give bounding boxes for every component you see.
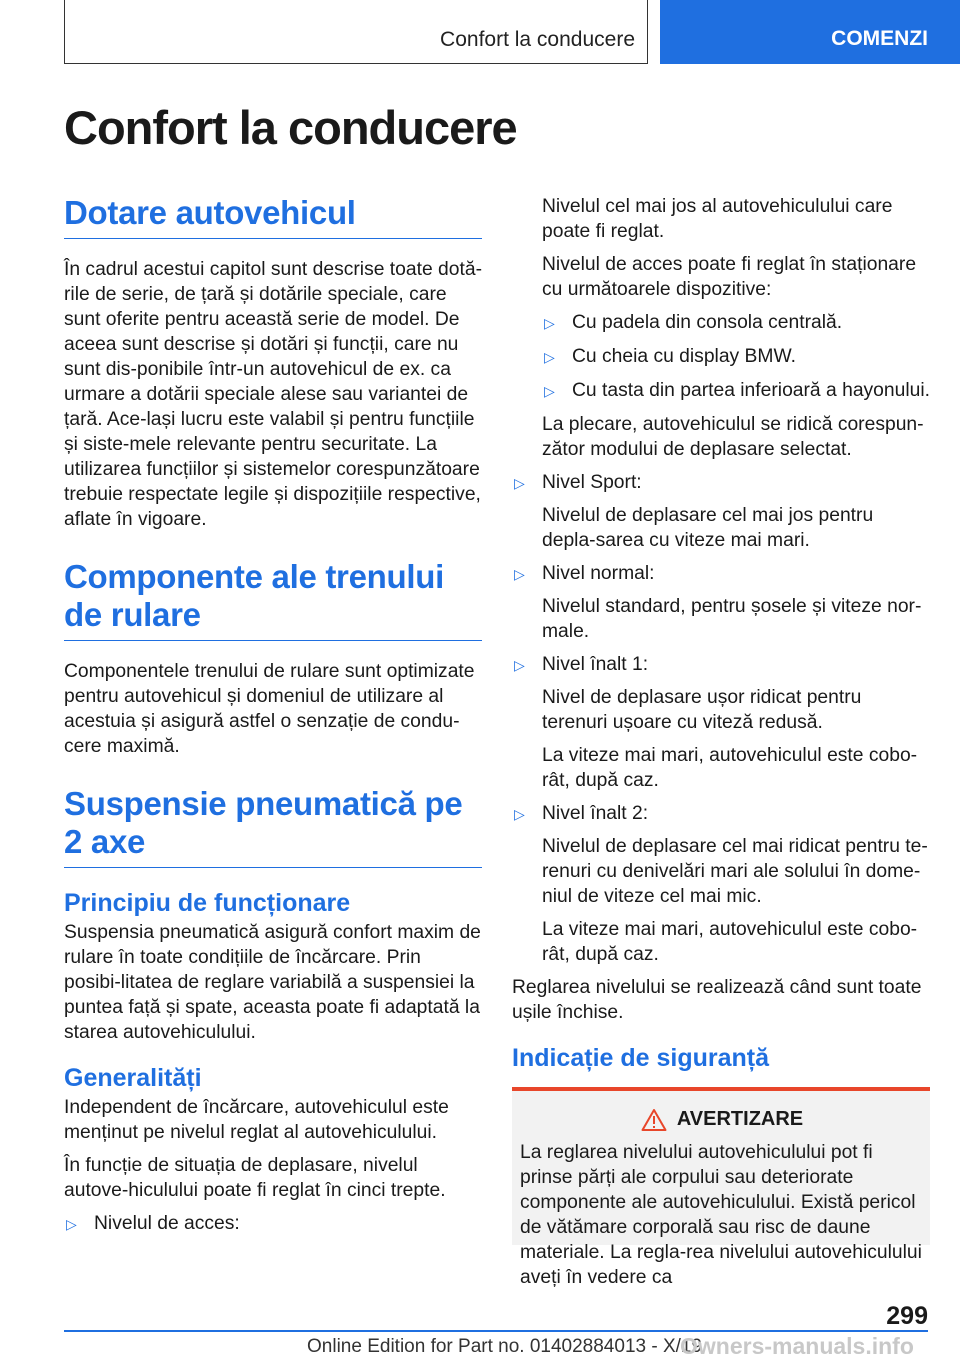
- warning-title: AVERTIZARE: [676, 1108, 804, 1130]
- triangle-bullet-icon: ▷: [514, 475, 525, 491]
- warning-triangle-icon: [641, 1108, 667, 1132]
- reglare-text: Reglarea nivelului se realizează când sunt toate ușile închise.: [512, 977, 922, 1023]
- heading-suspensie: Suspensie pneumatică pe 2 axe: [64, 785, 482, 868]
- warning-header: [520, 1107, 924, 1132]
- warning-box: [512, 1087, 930, 1288]
- list-item: [542, 344, 930, 369]
- heading-componente: Componente ale trenului de rulare: [64, 558, 482, 641]
- sport-desc: Nivelul de deplasare cel mai jos pentru depla-sarea cu viteze mai mari.: [542, 505, 874, 551]
- list-item: [512, 561, 930, 586]
- normal-desc: Nivelul standard, pentru șosele și viteze nor-male.: [542, 596, 922, 642]
- inalt2-details: [512, 834, 930, 967]
- acces-desc-2: Nivelul de acces poate fi reglat în staționare cu următoarele dispozitive:: [542, 254, 917, 300]
- list-item: [542, 310, 930, 335]
- heading-principiu: Principiu de funcționare: [64, 889, 351, 917]
- text-dotare: În cadrul acestui capitol sunt descrise toate dotă-rile de serie, de țară și dotările speciale, care sunt oferite pentru această serie de model. De aceea sunt descrise și dotări și funcții, care nu sunt dis-ponibile într-un autovehicul de ex. ca urmare a dotării speciale alese sau variantei de țară. Ace-lași lucru este valabil și pentru funcțiile și siste-mele relevante pentru securitate. La utilizarea funcțiilor și sistemelor corespunzătoare trebuie respectate legile și dispozițiile respective, aflate în vigoare.: [64, 259, 482, 530]
- list-item: [512, 470, 930, 495]
- list-item-label: Cu cheia cu display BMW.: [572, 346, 796, 367]
- triangle-bullet-icon: ▷: [514, 806, 525, 822]
- text-componente: Componentele trenului de rulare sunt optimizate pentru autovehicul și domeniul de utilizare al acestuia și asigură astfel o senzație de condu-cere maximă.: [64, 661, 475, 757]
- text-generalitati-2: În funcție de situația de deplasare, nivelul autove-hiculului poate fi reglat în cinci trepte.: [64, 1155, 446, 1201]
- page-title: Confort la conducere: [64, 101, 517, 154]
- header-section-box: [64, 0, 648, 64]
- inalt1-desc-2: La viteze mai mari, autovehiculul este cobo-rât, după caz.: [542, 745, 918, 791]
- inalt2-desc-1: Nivelul de deplasare cel mai ridicat pentru te-renuri cu denivelări mari ale solului în dome-niul de viteze cel mai mic.: [542, 836, 928, 907]
- triangle-bullet-icon: ▷: [544, 315, 555, 331]
- list-item: [64, 1211, 482, 1236]
- footer-edition: Online Edition for Part no. 01402884013 - X/19: [307, 1336, 703, 1357]
- list-item-label: Nivel înalt 1:: [542, 654, 649, 675]
- triangle-bullet-icon: ▷: [514, 566, 525, 582]
- left-column: [64, 186, 482, 1244]
- header-section-title: Confort la conducere: [440, 28, 635, 51]
- normal-details: [512, 594, 930, 644]
- acces-desc-1: Nivelul cel mai jos al autovehiculului care poate fi reglat.: [542, 196, 893, 242]
- footer-divider: [64, 1330, 928, 1332]
- triangle-bullet-icon: ▷: [544, 383, 555, 399]
- page-number: 299: [886, 1302, 928, 1330]
- list-item-label: Nivel normal:: [542, 563, 655, 584]
- right-column: [512, 194, 931, 1288]
- triangle-bullet-icon: ▷: [514, 657, 525, 673]
- list-item-label: Cu padela din consola centrală.: [572, 312, 843, 333]
- list-item-label: Nivel Sport:: [542, 472, 642, 493]
- header-chapter-label: COMENZI: [831, 27, 928, 50]
- text-principiu: Suspensia pneumatică asigură confort maxim de rulare în toate condițiile de încărcare. Prin posibi-litatea de reglare variabilă a suspensiei la puntea față și spate, aceasta poate fi adaptată la starea autovehiculului.: [64, 922, 481, 1043]
- triangle-bullet-icon: ▷: [544, 349, 555, 365]
- header-chapter-tab[interactable]: [660, 0, 960, 64]
- text-generalitati-1: Independent de încărcare, autovehiculul este menținut pe nivelul reglat al autovehiculului.: [64, 1097, 449, 1143]
- list-item-label: Cu tasta din partea inferioară a hayonului.: [572, 380, 931, 401]
- sport-details: [512, 503, 930, 553]
- inalt1-desc-1: Nivel de deplasare ușor ridicat pentru terenuri ușoare cu viteză redusă.: [542, 687, 862, 733]
- triangle-bullet-icon: ▷: [66, 1216, 77, 1232]
- list-item-label: Nivel înalt 2:: [542, 803, 649, 824]
- list-item: [542, 378, 930, 403]
- watermark-logo: Owners-manuals.info: [680, 1333, 914, 1359]
- list-item: [512, 801, 930, 826]
- heading-safety: Indicație de siguranță: [512, 1044, 770, 1072]
- list-item-label: Nivelul de acces:: [94, 1213, 240, 1234]
- heading-generalitati: Generalități: [64, 1064, 202, 1092]
- heading-dotare: Dotare autovehicul: [64, 194, 482, 239]
- list-item: [512, 652, 930, 677]
- inalt2-desc-2: La viteze mai mari, autovehiculul este cobo-rât, după caz.: [542, 919, 918, 965]
- acces-desc-3: La plecare, autovehiculul se ridică corespun-zător modului de deplasare selectat.: [542, 414, 924, 460]
- acces-details: [512, 194, 930, 462]
- inalt1-details: [512, 685, 930, 793]
- warning-text: La reglarea nivelului autovehiculului pot fi prinse părți ale corpului sau deteriorate componente ale autovehiculului. Există pericol de vătămare corporală sau risc de daune materiale. La regla-rea nivelului autovehiculului aveți în vedere ca: [520, 1142, 922, 1288]
